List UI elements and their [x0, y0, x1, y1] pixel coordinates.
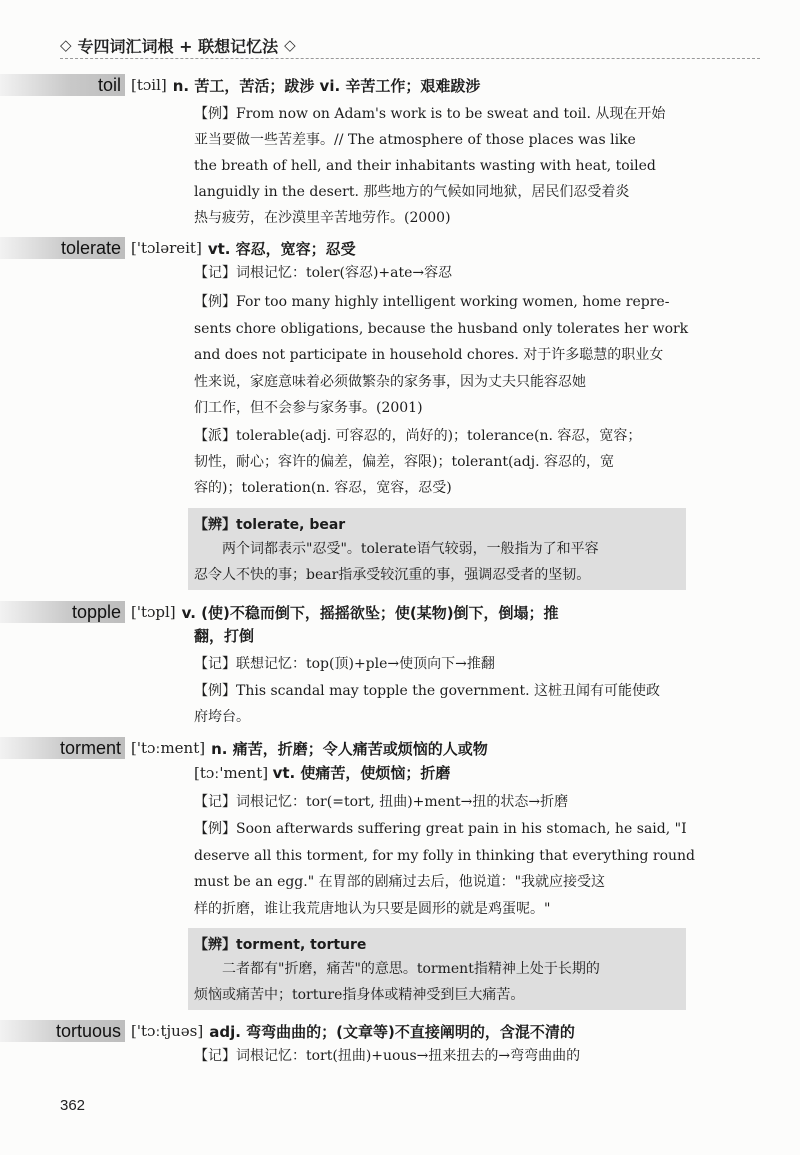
entry-line: languidly in the desert. 那些地方的气候如同地狱，居民们忍受着炎 — [194, 184, 630, 200]
entry-line: 【例】Soon afterwards suffering great pain in his stomach, he said, "I — [194, 821, 687, 837]
entry-line: must be an egg." 在胃部的剧痛过去后，他说道："我就应接受这 — [194, 874, 606, 890]
definition: vt. 容忍，宽容；忍受 — [207, 239, 356, 258]
distinction-box — [188, 928, 686, 1010]
entry-line: 样的折磨，谁让我荒唐地认为只要是圆形的就是鸡蛋呢。" — [194, 901, 551, 917]
entry-tortuous-head — [0, 1019, 575, 1043]
headword: topple — [71, 601, 121, 622]
entry-line: 容的)；toleration(n. 容忍，宽容，忍受) — [194, 480, 452, 496]
headword-label — [0, 74, 125, 96]
entry-line: sents chore obligations, because the husband only tolerates her work — [194, 321, 689, 337]
entry-line: 【派】tolerable(adj. 可容忍的，尚好的)；tolerance(n. 容忍，宽容； — [194, 428, 642, 444]
page-number: 362 — [60, 1097, 86, 1114]
definition: vt. 使痛苦，使烦恼；折磨 — [272, 764, 451, 782]
definition: n. 痛苦，折磨；令人痛苦或烦恼的人或物 — [211, 739, 488, 758]
pronunciation: ['tɔpl] — [131, 603, 176, 621]
headword: torment — [59, 737, 121, 758]
pronunciation: ['tɔːtjuəs] — [131, 1022, 204, 1040]
entry-line: 【例】From now on Adam's work is to be sweat and toil. 从现在开始 — [194, 106, 666, 122]
entry-tolerate-head — [0, 236, 356, 260]
distinction-title: 【辨】torment, torture — [194, 937, 367, 953]
definition: adj. 弯弯曲曲的；(文章等)不直接阐明的，含混不清的 — [209, 1022, 575, 1041]
headword: tolerate — [60, 237, 121, 258]
diamond-icon: ◇ — [60, 36, 72, 54]
entry-line: and does not participate in household chores. 对于许多聪慧的职业女 — [194, 347, 664, 363]
entry-torment-head — [0, 736, 488, 760]
entry-line: 【记】词根记忆：toler(容忍)+ate→容忍 — [194, 265, 453, 281]
second-sense-line — [194, 763, 686, 784]
distinction-title: 【辨】tolerate, bear — [194, 517, 346, 533]
entry-line: 【记】词根记忆：tort(扭曲)+uous→扭来扭去的→弯弯曲曲的 — [194, 1048, 581, 1064]
entry-line: 韧性，耐心；容许的偏差，偏差，容限)；tolerant(adj. 容忍的，宽 — [194, 454, 614, 470]
entry-line: 亚当要做一些苦差事。// The atmosphere of those places was like — [194, 132, 636, 148]
diamond-icon: ◇ — [284, 36, 296, 54]
headword-label — [0, 237, 125, 259]
distinction-box — [188, 508, 686, 590]
distinction-line: 烦恼或痛苦中；torture指身体或精神受到巨大痛苦。 — [194, 987, 525, 1003]
entry-line: 们工作，但不会参与家务事。(2001) — [194, 400, 423, 416]
definition-continued: 翻，打倒 — [194, 627, 255, 645]
entry-line: the breath of hell, and their inhabitants wasting with heat, toiled — [194, 158, 656, 174]
headword-label — [0, 1020, 125, 1042]
entry-line: 【记】词根记忆：tor(=tort, 扭曲)+ment→扭的状态→折磨 — [194, 794, 569, 810]
book-title: 专四词汇词根 + 联想记忆法 — [77, 36, 279, 56]
distinction-line: 忍令人不快的事；bear指承受较沉重的事，强调忍受者的坚韧。 — [194, 567, 591, 583]
entry-line: 【例】For too many highly intelligent working women, home repre- — [194, 294, 670, 310]
pronunciation: ['tɔləreit] — [131, 239, 202, 257]
pronunciation: ['tɔːment] — [131, 739, 206, 757]
running-header — [60, 32, 760, 59]
entry-line: deserve all this torment, for my folly in thinking that everything round — [194, 848, 696, 864]
headword-label — [0, 601, 125, 623]
distinction-line: 两个词都表示"忍受"。tolerate语气较弱，一般指为了和平容 — [222, 541, 599, 557]
distinction-line: 二者都有"折磨，痛苦"的意思。torment指精神上处于长期的 — [222, 961, 600, 977]
entry-toil-head — [0, 73, 480, 97]
entry-topple-head — [0, 600, 559, 624]
entry-line: 府垮台。 — [194, 709, 250, 725]
entry-line: 【记】联想记忆：top(顶)+ple→使顶向下→推翻 — [194, 656, 495, 672]
headword: tortuous — [55, 1020, 121, 1041]
pronunciation: [tɔil] — [131, 76, 167, 94]
pronunciation: [tɔː'ment] — [194, 764, 269, 782]
definition: n. 苦工，苦活；跋涉 vi. 辛苦工作；艰难跋涉 — [172, 76, 481, 95]
headword-label — [0, 737, 125, 759]
entry-line: 【例】This scandal may topple the government. 这桩丑闻有可能使政 — [194, 683, 661, 699]
entry-line: 性来说，家庭意味着必须做繁杂的家务事，因为丈夫只能容忍她 — [194, 374, 586, 390]
entry-line: 热与疲劳，在沙漠里辛苦地劳作。(2000) — [194, 210, 451, 226]
headword: toil — [97, 74, 121, 95]
definition: v. (使)不稳而倒下，摇摇欲坠；使(某物)倒下，倒塌；推 — [181, 603, 559, 622]
